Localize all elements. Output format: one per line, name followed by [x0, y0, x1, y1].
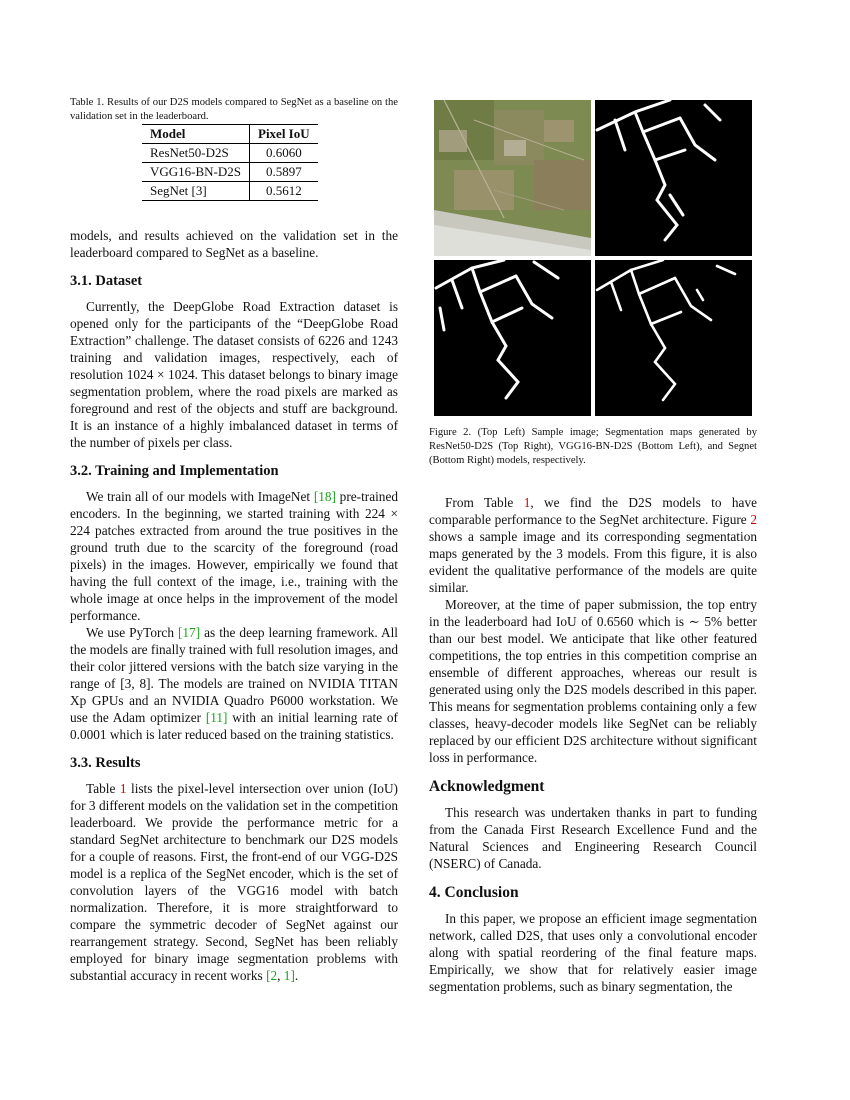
section-3-3-heading: 3.3. Results	[70, 755, 141, 771]
text-span: with an initial learning rate of 0.0001 which is later reduced based on the training statistics.	[70, 710, 398, 742]
text-span: shows a sample image and its corresponding segmentation maps generated by the 3 models. From this figure, it is also evident the qualitative performance of the models are quite similar.	[429, 529, 757, 595]
left-column	[70, 96, 398, 984]
citation-link[interactable]: [18]	[313, 489, 336, 504]
text-span: pre-trained encoders. In the beginning, we started training with 224 × 224 patches extracted from around the true positives in the ground truth due to the scarcity of the foreground (road pixels) in the images. However, empirically we found that having the full context of the image, i.e., training with the whole image at once helps in the improvement of the model performance.	[70, 489, 398, 623]
text-span: ,	[277, 968, 284, 983]
table-row	[142, 144, 318, 163]
text-span: Table	[86, 781, 120, 796]
section-4-heading: 4. Conclusion	[429, 884, 519, 901]
text-span: .	[294, 968, 299, 983]
table-cell-model: ResNet50-D2S	[142, 144, 250, 163]
acknowledgment-heading: Acknowledgment	[429, 778, 545, 795]
table1-caption: Table 1. Results of our D2S models compared to SegNet as a baseline on the validation set in the leaderboard.	[70, 97, 398, 122]
table-cell-model: VGG16-BN-D2S	[142, 163, 250, 182]
segnet-segmentation-map	[595, 260, 752, 416]
table-header-row	[142, 125, 318, 144]
figure-2-caption: Figure 2. (Top Left) Sample image; Segmentation maps generated by ResNet50-D2S (Top Right), VGG16-BN-D2S (Bottom Left), and Segnet (Bottom Right) models, respectively.	[429, 427, 757, 466]
text-span: , we find the D2S models to have comparable performance to the SegNet architecture. Figure	[429, 495, 758, 527]
results-table	[142, 124, 318, 201]
table-header-model: Model	[142, 125, 250, 144]
comparison-paragraph	[429, 494, 757, 596]
table-row	[142, 182, 318, 201]
citation-link[interactable]: [17]	[177, 625, 201, 640]
table-cell-model: SegNet [3]	[142, 182, 250, 201]
leaderboard-paragraph: Moreover, at the time of paper submission, the top entry in the leaderboard had IoU of 0.6560 which is ∼ 5% better than our best model. We anticipate that like other featured competitions, the top entries in this competition comprise an ensemble of different approaches, whereas our result is generated using only the D2S models described in this paper. This means for segmentation problems containing only a few classes, heavy-decoder models like SegNet can be reliably replaced by our efficient D2S architecture without significant loss in performance.	[429, 597, 757, 765]
training-paragraph-1	[70, 488, 398, 624]
dataset-paragraph: Currently, the DeepGlobe Road Extraction dataset is opened only for the participants of the “DeepGlobe Road Extraction” challenge. The dataset consists of 6226 and 1243 training and validation images, respectively, each of resolution 1024 × 1024. This dataset belongs to binary image segmentation problem, where the road pixels are marked as foreground and rest of the objects and stuff are background. It is an instance of a highly imbalanced dataset in terms of the number of pixels per class.	[70, 299, 398, 450]
text-span: From Table	[445, 495, 524, 510]
conclusion-paragraph: In this paper, we propose an efficient image segmentation network, called D2S, that uses only a convolutional encoder along with spatial reordering of the final feature maps. Empirically, we show that for relatively easier image segmentation problems, such as binary segmentation, the	[429, 911, 757, 994]
figure-2-grid	[434, 100, 752, 416]
sample-satellite-image	[434, 100, 591, 256]
acknowledgment-paragraph: This research was undertaken thanks in part to funding from the Canada First Research Excellence Fund and the Natural Sciences and Engineering Research Council (NSERC) of Canada.	[429, 805, 757, 871]
text-span: We train all of our models with ImageNet	[86, 489, 314, 504]
table-row	[142, 163, 318, 182]
section-3-1-heading: 3.1. Dataset	[70, 273, 143, 289]
table-ref-link[interactable]: 1	[523, 495, 531, 510]
resnet50-d2s-segmentation-map	[595, 100, 752, 256]
text-span: as the deep learning framework. All the models are finally trained with full resolution images, and their color jittered versions with the batch size varying in the range of [3, 8]. The models are trained on NVIDIA TITAN Xp GPUs and an NVIDIA Quadro P6000 workstation. We use the Adam optimizer	[70, 625, 398, 725]
citation-link[interactable]: [2	[266, 968, 278, 983]
table-cell-iou: 0.5612	[250, 182, 318, 201]
results-paragraph	[70, 780, 398, 984]
table-cell-iou: 0.6060	[250, 144, 318, 163]
table-header-iou: Pixel IoU	[250, 125, 318, 144]
citation-link[interactable]: [11]	[205, 710, 228, 725]
section-3-2-heading: 3.2. Training and Implementation	[70, 463, 279, 479]
right-column	[429, 100, 757, 995]
text-span: We use PyTorch	[86, 625, 178, 640]
table-ref-link[interactable]: 1	[119, 781, 127, 796]
intro-tail-paragraph: models, and results achieved on the validation set in the leaderboard compared to SegNet as a baseline.	[70, 228, 398, 260]
table-cell-iou: 0.5897	[250, 163, 318, 182]
text-span: lists the pixel-level intersection over union (IoU) for 3 different models on the validation set in the competition leaderboard. We provide the performance metric for a standard SegNet architecture to benchmark our D2S models for a couple of reasons. First, the front-end of our VGG-D2S model is a replica of the SegNet encoder, which is the set of convolution layers of the VGG16 model with batch normalization. Therefore, it is more straightforward to compare the symmetric decoder of SegNet against our rearrangement strategy. Second, SegNet has been reliably employed for binary image segmentation problems with substantial accuracy in recent works	[70, 781, 398, 983]
vgg16-bn-d2s-segmentation-map	[434, 260, 591, 416]
figure-ref-link[interactable]: 2	[750, 512, 757, 527]
citation-link[interactable]: 1]	[283, 968, 295, 983]
training-paragraph-2	[70, 624, 398, 743]
